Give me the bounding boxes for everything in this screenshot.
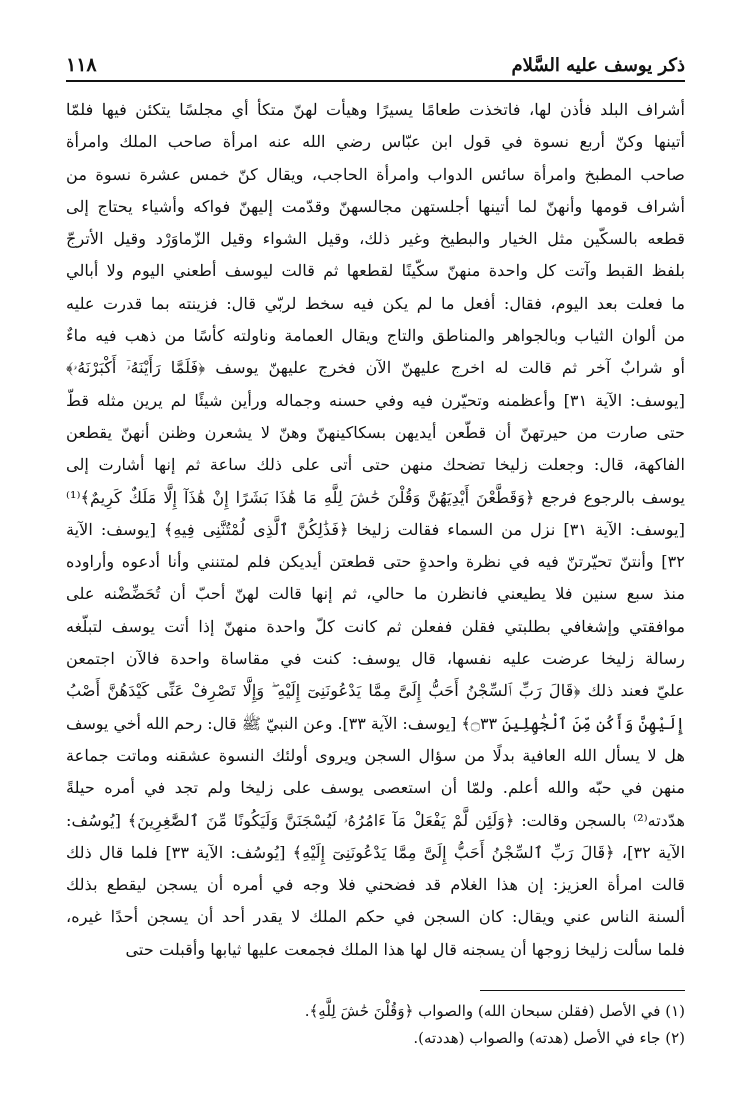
text-line: فلما سألت زليخا زوجها أن يسجنه قال لها هذا الملك فجمعت عليها ثيابها وأقبلت حتى [125,939,685,959]
text-line: رسالة زليخا عرضت عليه نفسها، قال يوسف: كنت في مقاساة واحدة فالآن اجتمعن [66,649,685,669]
text-line: أو شرابٌ آخر ثم قالت له اخرج عليهنّ الآن فخرج عليهنّ يوسف ﴿فَلَمَّا رَأَيْنَهُۥٓ أَكْبَرْنَهُۥ﴾ [66,358,685,378]
text-line: موافقتي وإشغافي بطلبتي فقلن ففعلن ثم كانت كلّ واحدة منهنّ إذا أتت يوسف لتبلّغه [66,616,685,636]
text-line: أشراف قومها وأنهنّ لما أتينها أجلستهن مجالسهنّ وقدّمت إليهنّ فواكه وأشياء يحتاج إلى [66,196,685,216]
text-line: يوسف بالرجوع فرجع ﴿وَقَطَّعْنَ أَيْدِيَهُنَّ وَقُلْنَ حَٰشَ لِلَّهِ مَا هَٰذَا بَشَرًا إِنْ هَٰذَآ إِلَّا مَلَكٌ كَرِيمٌ﴾⁽¹⁾ [66,487,685,507]
text-line: هدّدته⁽²⁾ بالسجن وقالت: ﴿وَلَئِن لَّمْ يَفْعَلْ مَآ ءَامُرُهُۥ لَيُسْجَنَنَّ وَلَيَكُونًا مِّنَ ٱلصَّٰغِرِينَ﴾ [يُوسُف: [66,810,685,830]
text-line: قالت امرأة العزيز: إن هذا الغلام قد فضحني فلا وجه في أمره أن يسجن ليقطع بذلك [66,875,685,895]
text-line: منهن في حبّه والله أعلم. ولمّا أن استعصى يوسف على زليخا ولم تجد في أمره حيلةً [66,778,685,798]
text-line: ما فعلت بعد اليوم، فقال: أفعل ما لم يكن فيه سخط لربّي قال: فزينته بما قدرت عليه [66,293,685,313]
page-header [66,44,685,82]
footnote: (١) في الأصل (فقلن سبحان الله) والصواب ﴿وَقُلْنَ حَٰشَ لِلَّهِ﴾. [304,1002,685,1020]
text-line: صاحب المطبخ وامرأة سائس الدواب وامرأة الحاجب، ويقال كنّ خمس عشرة نسوة من [66,164,685,184]
text-line: أتينها وكنّ أربع نسوة في قول ابن عبّاس رضي الله عنه امرأة صاحب الملك وامرأة [66,132,685,152]
main-text [66,94,685,966]
footnote: (٢) جاء في الأصل (هدته) والصواب (هددته). [413,1029,685,1047]
text-line: قطعه بالسكّين مثل الخيار والبطيخ وغير ذلك، وقيل الشواء وقيل الزّماوَرْد وقيل الأترجّ [66,229,685,249]
text-line: الآية ٣٢]، ﴿قَالَ رَبِّ ٱلسِّجْنُ أَحَبُّ إِلَىَّ مِمَّا يَدْعُونَنِىٓ إِلَيْهِ﴾ [يُوسُف: الآية ٣٣] فلما قال ذلك [66,842,685,862]
text-line: [يوسف: الآية ٣١] وأعظمنه وتحيّرن فيه وفي حسنه وجماله ورأين شيئًا لم يرين مثله قطّ [66,390,685,410]
text-line: هل لا يسأل الله العافية بدلًا من سؤال السجن ويروى أولئك النسوة عشقنه وماتت جماعة [66,745,685,765]
text-line: ألسنة الناس عني ويقال: كان السجن في حكم الملك لا يقدر أحد أن يسجن أحدًا غيره، [66,907,685,927]
running-title: ذكر يوسف عليه السَّلام [511,55,685,76]
text-line: حتى صارت من حيرتهنّ أن قطّعن أيديهن بسكاكينهنّ وهنّ لا يشعرن وظنن أنهنّ يقطعن [66,422,685,442]
text-line: عليّ فعند ذلك ﴿قَالَ رَبِّ ٱلسِّجْنُ أَحَبُّ إِلَىَّ مِمَّا يَدْعُونَنِىٓ إِلَيْهِ ۖ وَإِلَّا تَصْرِفْ عَنِّى كَيْدَهُنَّ أَصْبُ [66,681,685,701]
text-line: إِلَيْهِنَّ وَأَكُن مِّنَ ٱلْجَٰهِلِينَ ۝٣٣﴾ [يوسف: الآية ٣٣]. وعن النبيّ ﷺ قال: رحم الله أخي يوسف [66,713,685,733]
footnote-separator [480,990,685,991]
page-number: ١١٨ [66,54,97,76]
text-line: منذ سبع سنين فلا يطيعني فانظرن ما حالي، ثم إنها قالت لهنّ أحبّ أن تُحَضِّضْنه على [66,584,685,604]
text-line: من ألوان الثياب وبالجواهر والمناطق والتاج ويقال العمامة وناولته كأسًا من ذهب فيه ماءٌ [66,326,685,346]
text-line: أشراف البلد فأذن لها، فاتخذت طعامًا يسيرًا وهيأت لهنّ متكأ أي مجلسًا يتكئن فيها فلمّا [66,100,685,119]
text-line: ٣٢] وأنتنّ تحيّرتنّ فيه في نظرة واحدةٍ حتى قطعتن أيديكن فلم لمتنني وأنا أدعوه وأراوده [66,552,685,572]
text-line: [يوسف: الآية ٣١] نزل من السماء فقالت زليخا ﴿فَذَٰلِكُنَّ ٱلَّذِى لُمْتُنَّنِى فِيهِ﴾ [يوسف: الآية [66,519,685,539]
text-line: الفاكهة، قال: وجعلت زليخا تضحك منهن حتى أتى على ذلك ساعة ثم إنها أشارت إلى [66,455,685,475]
text-line: بلفظ القبط وآتت كل واحدة منهنّ سكّينًا لقطعها ثم قالت ليوسف أطعني اليوم ولا أبالي [66,261,685,281]
footnotes [66,998,685,1052]
